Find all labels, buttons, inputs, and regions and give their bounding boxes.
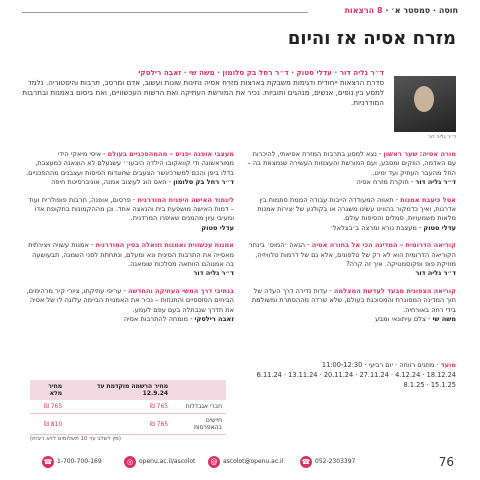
lecturer-name: ד״ר גליה דור — [415, 269, 456, 278]
lecture-block — [244, 196, 456, 234]
dates-line-1: 18.12.24 · 4.12.24 · 27.11.24 · 20.11.24 · 13.11.24 · 6.11.24 — [256, 371, 456, 379]
lecturer-name: עדלי סטוק — [201, 223, 234, 232]
lecturer-name: ד״ר גליה דור — [193, 269, 234, 278]
lecture-text: - עדות נדירה דרך העדה של תוך המדינה המסוגרת והמסוכנת בעולם, שלא שרדה מההסתרת ומשולמת בידי רחה באורחיה. — [251, 286, 456, 314]
globe-icon: ◎ — [124, 456, 136, 468]
photo-caption: ד״ר גליה דור — [427, 134, 456, 140]
lecture-text: - תאווה המעודדה הייבות עבודה הממת סתמות בין אדרגות, ואיך כדמקור בהווינו עשינו משגרה או בקולנע של יצירות אמנות מלאות משמעויות, סמלים והסיפות עולם. — [257, 195, 456, 223]
intro — [22, 68, 384, 108]
fee-early: 765 ₪ — [66, 414, 172, 435]
lecturer-photo — [394, 76, 456, 132]
lecture-text: - נצא למסע בתרבות המזרח אסיאתי, להיכרות עם האדמה, הווקים ומסבע, ועם המורשת והעצמות העשירה שנמצאת בה – החל מהעבר העתיק ועד ימינו. — [247, 150, 456, 177]
lecture-block — [244, 241, 456, 279]
table-row — [30, 414, 226, 435]
fee-label: חברי אגבדלות — [172, 400, 226, 414]
fee-header — [172, 380, 226, 400]
email-text: ascolot@openu.ac.il — [223, 458, 284, 465]
lecture-block — [24, 150, 234, 188]
lecturer-name: משה שי — [432, 315, 456, 324]
phone-icon: ☎ — [43, 458, 53, 466]
fee-full: 765 ₪ — [30, 400, 66, 414]
lecture-text: - אמנות עשויה ויצירתית מאסייה את התרבות הסינית ונא ומעלם, ונתחתת לסני השמנה, תבעושעה בה אמנוהם הוותאה מסלכות שומאנה. — [28, 241, 234, 269]
dates-line-2: 15.1.25 · 8.1.25 — [403, 381, 456, 389]
lecturer-role: - חוקרת מזרח אסיה — [356, 178, 416, 187]
lecturer-role: - מומחה להתרבות אסיה — [123, 315, 195, 324]
fee-full: 810 ₪ — [30, 414, 66, 435]
page-title: מזרח אסיה אז והיום — [287, 28, 456, 49]
lecture-title: קוריאה הדרומית – המדינה הכי אל בחורה אסיה — [311, 241, 456, 250]
website-link[interactable] — [120, 454, 202, 470]
lecturer-name: ד״ר רחל בק סלומון — [173, 178, 234, 187]
lecturer-role: - צלם עיתונאי ומבע — [375, 315, 433, 324]
lectures-count: 8 הרצאות — [344, 6, 383, 15]
phone-icon: ☎ — [301, 458, 311, 466]
lecture-title: בנתיבי דרך המשי העתיקה והחדשה — [128, 286, 234, 295]
lecture-text: - הגאה ׳המוס׳ בינתר הקוריאה הדרומית הוא לא רק של טלפונים, אלא גם של דרמות טלוויזיה, מוזיקת פופ ופקוסמטיקה. איך זה קרה? — [248, 241, 456, 269]
lecture-block — [244, 287, 456, 325]
fee-label: חיישים בהאפרסות — [172, 414, 226, 435]
phone-contact[interactable] — [296, 454, 386, 470]
lecture-block — [244, 150, 456, 188]
hotline-contact[interactable] — [38, 454, 118, 470]
hotline-text: 1-700-700-169 — [57, 458, 102, 465]
lecture-title: קוריאה הצפונית מבעד לעדשת המצלמה — [333, 286, 456, 295]
fee-table — [30, 380, 226, 435]
email-contact[interactable] — [204, 454, 296, 470]
lecture-title: אסל כיעבת אמנות — [400, 195, 456, 204]
lecture-text: - פרסום, אופנה, תרבות פופולרית ועוד – דמות האישה מושפעת בית והנאצה אחד. וכן מההקמונות בתקופת אדו ומעיבי עיון מהמנים שאיפרו המרדנית. — [28, 195, 234, 223]
breadcrumb-prefix: חוסה · סמסטר א׳ · — [382, 6, 458, 15]
lecture-text: - איסי מיאקי הידי ממוראשוגה ודי קוואקובו הילדה היבעו׳׳ עשנעלם לא הוצאנה כמעצבת, בדלו ביפן והכם למשרכיגשר הצעבים שחוגדות הפיסות ועצבנים מההפכניים. — [25, 150, 234, 177]
lecturer-name: זאבה רילסקי — [194, 315, 234, 324]
lecture-text: - עריפי עתיקתו, ציורי קיר מרהימים, הביחים הסוססיים והתנוזות – נכיר את האמנוית הביימה עלוגה לו של אסיה את תדרך שנבתלה בעם עפם לעמע. — [26, 286, 234, 314]
fee-early: 765 ₪ — [66, 400, 172, 414]
fee-header-row — [30, 380, 226, 400]
lecture-title: ליגמוד האישה היפנית המודרנית — [137, 195, 234, 204]
lecturers-list: ד״ר גליה דור · עדלי סטוק · ד״ר רחל בק סלומון · משה שי · זאבה רילסקי — [138, 68, 384, 77]
phone-text: 052-2303397 — [315, 458, 356, 465]
lecture-title: אמנות עכשווית ואמנות וזואלה בסין המודרנית — [95, 241, 234, 250]
left-column — [24, 150, 234, 333]
email-icon: @ — [208, 456, 220, 468]
lecture-block — [24, 196, 234, 234]
dates-block — [244, 360, 456, 390]
lecturer-name: עדלי סטוק — [423, 223, 456, 232]
fee-footnote: (מין לשלב עד 10 תשלומים ללא ריבית) — [30, 436, 122, 442]
lecture-title: מורה אסיה: שער ראשון — [383, 150, 456, 158]
lecturer-name: ד״ר גליה דור — [415, 178, 456, 187]
lecture-title: מעצבי אופנה יפנים – מהמהפכניים בעולם — [107, 150, 234, 158]
page-number: 76 — [438, 455, 454, 469]
right-column — [244, 150, 456, 333]
table-row — [30, 400, 226, 414]
fee-header: מחיר הרשמה מוקדמת עד 12.9.24 — [66, 380, 172, 400]
intro-text: סדרת הרצאות ייחודית ודגימות משבקת בארצות מזרח אסיה נוזינות שונות ועשוב, אדם ומרסב, תרבות והיסטוריה. נלמד למסע בין נופים, אנשים, מנהגים ותוביות. נכיר את המורשת העתיקה ואת הרשות העכשוויים, ואת ביסום באמנות ובתרבות המודרניות. — [22, 78, 384, 107]
lecturer-role: - מעצבת נורא ומרצה ב׳בצלאל׳ — [330, 223, 424, 232]
lecture-block — [24, 287, 234, 325]
website-text: openu.ac.il/ascolot — [139, 458, 196, 465]
header-breadcrumb — [22, 6, 458, 20]
dates-schedule: · מוזגים רווחה · יום רביעי · 11:00-12:30 — [321, 361, 441, 369]
footer — [16, 452, 464, 474]
lecture-block — [24, 241, 234, 279]
lecturer-role: - חאס הוג לעיצוב אמנה, אוניברסיטת חיפה — [51, 178, 174, 187]
fee-header: מחיר מלא — [30, 380, 66, 400]
header-rule — [22, 12, 308, 13]
dates-label: מועד — [440, 361, 456, 369]
